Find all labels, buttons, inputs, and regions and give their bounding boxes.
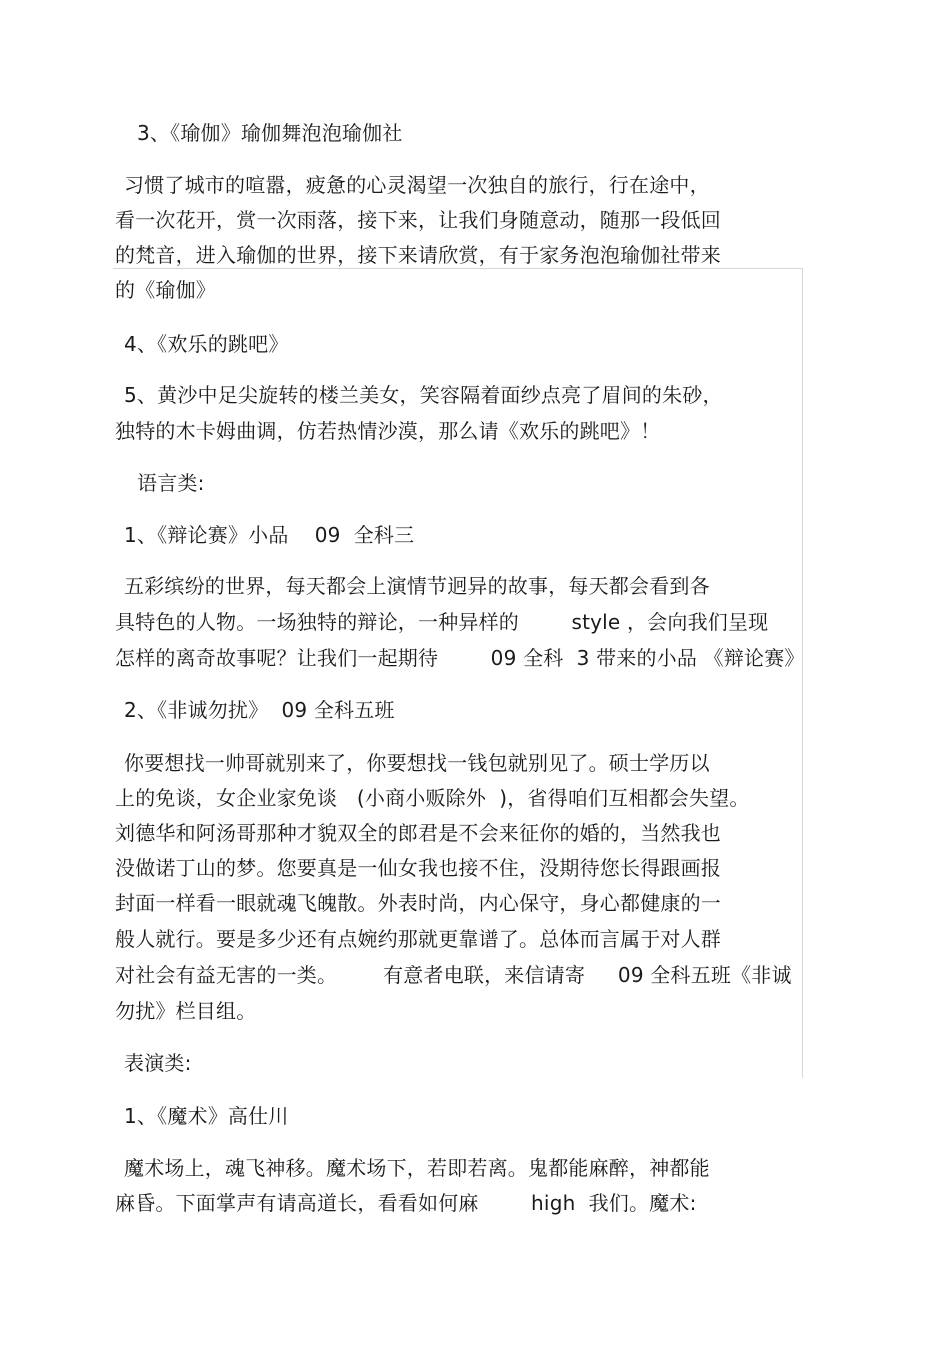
paragraph-line: 怎样的离奇故事呢？让我们一起期待 09 全科 3 带来的小品 《辩论赛》 bbox=[115, 646, 805, 670]
paragraph-line: 看一次花开，赏一次雨落，接下来，让我们身随意动，随那一段低回 bbox=[115, 208, 721, 232]
paragraph-line: 没做诺丁山的梦。您要真是一仙女我也接不住，没期待您长得跟画报 bbox=[115, 856, 721, 880]
paragraph-line: 习惯了城市的喧嚣，疲惫的心灵渴望一次独自的旅行，行在途中， bbox=[124, 173, 710, 197]
paragraph-line: 封面一样看一眼就魂飞魄散。外表时尚，内心保守，身心都健康的一 bbox=[115, 891, 721, 915]
section-heading-language: 语言类: bbox=[137, 471, 205, 495]
paragraph-line: 具特色的人物。一场独特的辩论，一种异样的 style ，会向我们呈现 bbox=[115, 610, 769, 634]
paragraph-line: 刘德华和阿汤哥那种才貌双全的郎君是不会来征你的婚的，当然我也 bbox=[115, 821, 721, 845]
paragraph-line: 独特的木卡姆曲调，仿若热情沙漠，那么请《欢乐的跳吧》！ bbox=[115, 419, 661, 443]
paragraph-line: 五彩缤纷的世界，每天都会上演情节迥异的故事，每天都会看到各 bbox=[124, 574, 710, 598]
paragraph-line: 你要想找一帅哥就别来了，你要想找一钱包就别见了。硕士学历以 bbox=[124, 751, 710, 775]
item-happy-dance-title: 4、《欢乐的跳吧》 bbox=[124, 332, 289, 356]
paragraph-line: 5、黄沙中足尖旋转的楼兰美女，笑容隔着面纱点亮了眉间的朱砂， bbox=[124, 383, 723, 407]
paragraph-line: 的梵音，进入瑜伽的世界，接下来请欣赏，有于家务泡泡瑜伽社带来 bbox=[115, 243, 721, 267]
paragraph-line: 般人就行。要是多少还有点婉约那就更靠谱了。总体而言属于对人群 bbox=[115, 927, 721, 951]
paragraph-line: 勿扰》栏目组。 bbox=[115, 999, 257, 1023]
paragraph-line: 对社会有益无害的一类。 有意者电联，来信请寄 09 全科五班《非诚 bbox=[115, 963, 792, 987]
paragraph-line: 上的免谈，女企业家免谈 (小商小贩除外 )，省得咱们互相都会失望。 bbox=[115, 786, 750, 810]
section-heading-performance: 表演类: bbox=[124, 1051, 192, 1075]
item-magic-title: 1、《魔术》高仕川 bbox=[124, 1104, 289, 1128]
paragraph-line: 的《瑜伽》 bbox=[115, 278, 216, 302]
paragraph-line: 魔术场上，魂飞神移。魔术场下，若即若离。鬼都能麻醉，神都能 bbox=[124, 1156, 710, 1180]
item-if-you-are-the-one-title: 2、《非诚勿扰》 09 全科五班 bbox=[124, 698, 395, 722]
item-yoga-title: 3、《瑜伽》瑜伽舞泡泡瑜伽社 bbox=[137, 121, 403, 145]
paragraph-line: 麻昏。下面掌声有请高道长，看看如何麻 high 我们。魔术: bbox=[115, 1191, 697, 1215]
item-debate-title: 1、《辩论赛》小品 09 全科三 bbox=[124, 523, 415, 547]
